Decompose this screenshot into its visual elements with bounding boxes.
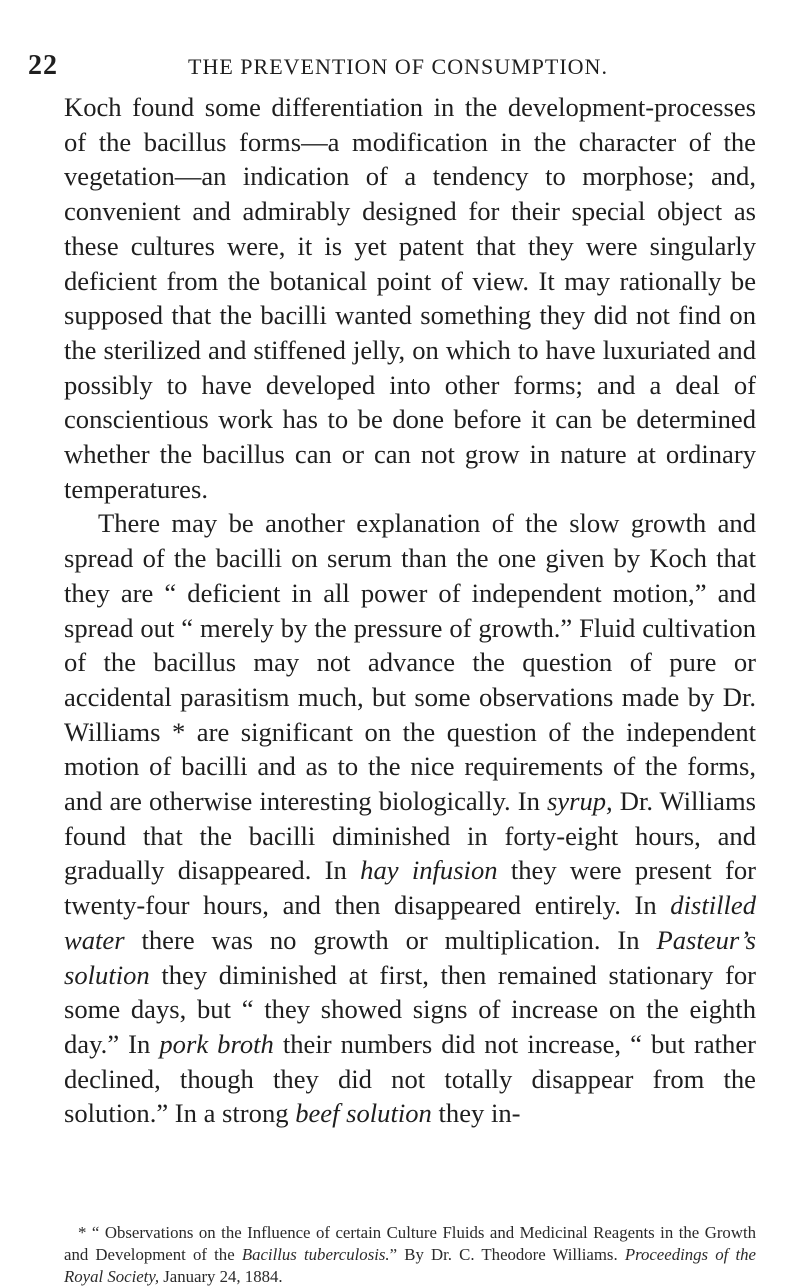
paragraph-1: Koch found some differentiation in the development-processes of the bacillus forms—a modification in the character of the vegetation—an indication of a tendency to morphose; and, convenient and admirably designed for their special object as these cultures were, it is yet patent that they were singularly deficient from the botanical point of view. It may rationally be supposed that the bacilli wanted something they did not find on the sterilized and stiffened jelly, on which to have luxuriated and possibly to have developed into other forms; and a deal of conscientious work has to be done before it can be determined whether the bacillus can or can not grow in nature at ordinary temperatures. <box>64 92 756 504</box>
footnote-text-a: * “ Observations on the Influence of certain Culture Fluids and Medicinal Reagents in the Growth and Development of the <box>64 1223 756 1264</box>
book-page <box>28 50 768 90</box>
p2-text-f: their numbers did not increase, “ but rather declined, though they did not totally disappear from the solution.” In a strong <box>64 1028 756 1129</box>
page-number: 22 <box>28 50 58 81</box>
p2-italic-pasteur: Pasteur’s solution <box>64 924 756 990</box>
p2-text-b: Dr. Williams found that the bacilli diminished in forty-eight hours, and gradually disappeared. In <box>64 786 756 886</box>
p2-text-a: There may be another explanation of the slow growth and spread of the bacilli on serum than the one given by Koch that they are “ deficient in all power of independent motion,” and spread out “ merely by the pressure of growth.” Fluid cultivation of the bacillus may not advance the question of pure or accidental parasitism much, but some observations made by Dr. Williams * are significant on the question of the independent motion of bacilli and as to the nice requirements of the forms, and are otherwise interesting biologically. In <box>64 508 756 817</box>
body-text <box>64 90 756 1131</box>
p2-text-d: there was no growth or multiplication. In <box>124 924 657 955</box>
p2-text-e: they diminished at first, then remained stationary for some days, but “ they showed signs of increase on the eighth day.” In <box>64 959 756 1059</box>
p2-text-g: they in- <box>431 1098 521 1129</box>
p2-text-c: they were present for twenty-four hours, and then disappeared entirely. In <box>64 855 757 921</box>
paragraph-2 <box>64 506 756 1131</box>
p2-italic-syrup: syrup, <box>546 786 613 817</box>
footnote-italic-proceedings: Proceedings of the Royal Society, <box>64 1245 756 1286</box>
p2-italic-hay: hay infusion <box>360 855 498 886</box>
running-head: THE PREVENTION OF CONSUMPTION. <box>188 54 608 79</box>
footnote-italic-bacillus: Bacillus tuberculosis. <box>241 1245 390 1264</box>
footnote-text <box>64 1222 756 1288</box>
footnote <box>64 1222 756 1288</box>
p2-italic-beef: beef solution <box>295 1098 432 1129</box>
footnote-text-c: January 24, 1884. <box>159 1267 283 1286</box>
p2-italic-pork: pork broth <box>159 1028 274 1059</box>
page-header <box>28 50 768 90</box>
footnote-text-b: ” By Dr. C. Theodore Williams. <box>389 1245 625 1264</box>
p2-italic-distilled: distilled water <box>64 890 756 955</box>
